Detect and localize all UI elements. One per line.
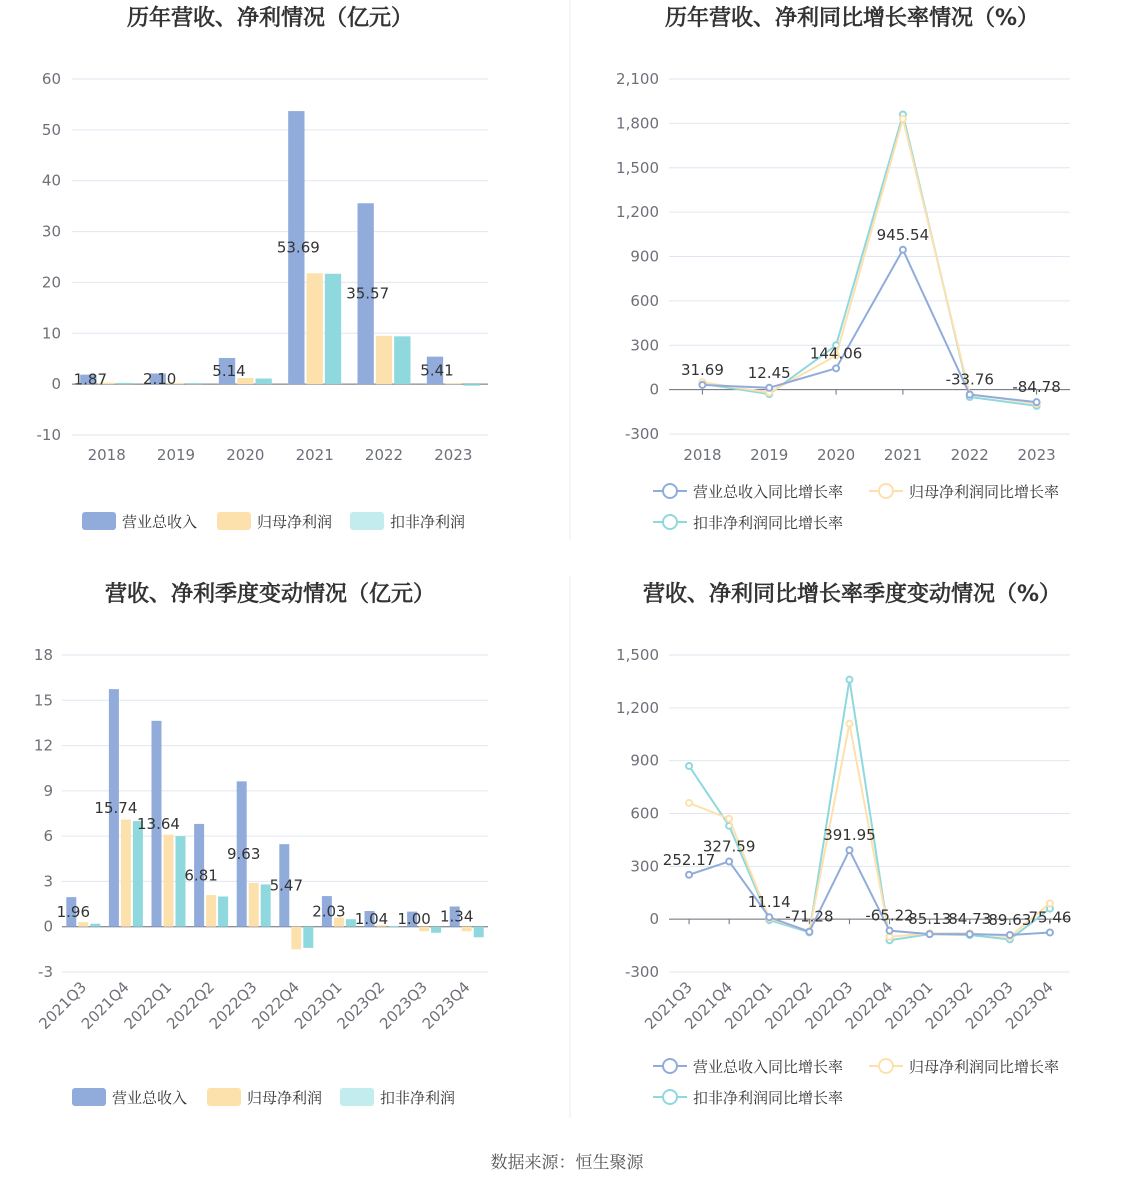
y-tick-label: 18	[33, 646, 53, 664]
bar-value-label: 13.64	[137, 814, 180, 833]
bar-netprofit	[445, 383, 461, 384]
line-point	[1007, 932, 1013, 938]
x-tick-label: 2021Q4	[77, 978, 133, 1033]
y-tick-label: 12	[33, 736, 53, 755]
line-point	[726, 816, 732, 822]
y-tick-label: 50	[41, 120, 61, 139]
x-tick-label: 2022	[364, 446, 404, 464]
chart-title: 营收、净利同比增长率季度变动情况（%）	[642, 582, 1062, 607]
y-tick-label: 1,800	[616, 114, 659, 133]
bar-deducted	[133, 821, 143, 927]
y-tick-label: 10	[41, 324, 61, 343]
bar-deducted	[325, 274, 341, 384]
bar-deducted	[303, 927, 313, 948]
x-tick-label: 2023Q4	[418, 978, 474, 1033]
bar-netprofit	[291, 927, 301, 950]
x-tick-label: 2022Q4	[248, 978, 304, 1033]
line-point	[766, 385, 772, 391]
x-tick-label: 2023Q1	[290, 978, 346, 1033]
x-tick-label: 2023Q1	[881, 978, 937, 1033]
x-tick-label: 2020	[816, 446, 856, 464]
legend-label: 归母净利润同比增长率	[909, 1058, 1060, 1076]
line-value-label: -33.76	[945, 370, 994, 389]
legend-label: 营业总收入同比增长率	[693, 483, 844, 501]
y-tick-label: 1,200	[616, 698, 659, 717]
y-tick-label: 6	[43, 827, 53, 846]
x-tick-label: 2021Q3	[641, 978, 696, 1033]
line-value-label: 84.73	[948, 910, 992, 929]
x-tick-label: 2018	[683, 446, 722, 464]
legend-marker	[663, 515, 677, 529]
bar-value-label: 2.03	[312, 902, 346, 921]
bar-deducted	[394, 336, 410, 384]
chart-title: 历年营收、净利情况（亿元）	[126, 6, 414, 31]
x-tick-label: 2023Q3	[961, 978, 1017, 1033]
bar-deducted	[474, 927, 484, 938]
x-tick-label: 2019	[156, 446, 196, 464]
x-tick-label: 2018	[87, 446, 126, 464]
source-note: 数据来源：恒生聚源	[490, 1153, 644, 1173]
bar-netprofit	[121, 820, 131, 927]
legend-label: 扣非净利润同比增长率	[693, 514, 844, 532]
x-tick-label: 2023	[434, 446, 473, 464]
bar-deducted	[464, 384, 480, 386]
bar-value-label: 15.74	[94, 798, 138, 817]
legend-swatch	[217, 512, 251, 530]
bar-value-label: 2.10	[142, 369, 177, 388]
y-tick-label: -10	[36, 426, 61, 444]
bar-value-label: 5.47	[269, 876, 304, 895]
y-tick-label: 300	[630, 857, 659, 876]
line-point	[726, 858, 732, 864]
y-tick-label: 0	[649, 380, 659, 399]
legend-swatch	[207, 1088, 241, 1106]
y-tick-label: 0	[51, 375, 61, 394]
x-tick-label: 2022Q2	[761, 978, 817, 1033]
line-point	[699, 382, 705, 388]
bar-netprofit	[78, 922, 88, 927]
y-tick-label: 1,200	[616, 203, 659, 222]
y-tick-label: -300	[624, 425, 659, 443]
line-point	[900, 116, 906, 122]
line-point	[686, 800, 692, 806]
y-tick-label: 900	[630, 247, 659, 266]
annual-revenue-profit-chart	[37, 5, 489, 531]
y-tick-label: 30	[41, 222, 61, 241]
line-point	[766, 914, 772, 920]
legend-swatch	[72, 1088, 106, 1106]
bar-deducted	[117, 383, 133, 384]
line-point	[846, 677, 852, 683]
y-tick-label: 1,500	[616, 646, 659, 664]
y-tick-label: 0	[649, 910, 659, 929]
bar-netprofit	[164, 835, 174, 927]
x-tick-label: 2022	[950, 446, 989, 464]
line-point	[846, 721, 852, 727]
x-tick-label: 2021	[883, 446, 923, 464]
bar-value-label: 35.57	[346, 284, 390, 303]
bar-value-label: 5.14	[212, 362, 246, 381]
line-value-label: -84.78	[1012, 378, 1061, 397]
line-point	[887, 928, 893, 934]
line-point	[686, 872, 692, 878]
line-point	[1034, 399, 1040, 405]
x-tick-label: 2022Q1	[721, 978, 777, 1033]
x-tick-label: 2022Q3	[205, 978, 261, 1033]
x-tick-label: 2023Q2	[333, 978, 389, 1033]
x-tick-label: 2023	[1017, 446, 1056, 464]
x-tick-label: 2022Q2	[163, 978, 218, 1033]
quarterly-growth-rate-chart	[616, 581, 1071, 1107]
line-value-label: 75.46	[1028, 908, 1072, 927]
chart-title: 历年营收、净利同比增长率情况（%）	[664, 6, 1040, 31]
bar-netprofit	[206, 895, 216, 927]
line-point	[967, 931, 973, 937]
line-value-label: -65.22	[865, 906, 914, 925]
x-tick-label: 2021Q3	[35, 978, 91, 1033]
legend-marker	[879, 484, 893, 498]
line-point	[1047, 929, 1053, 935]
y-tick-label: 20	[41, 273, 61, 292]
line-value-label: 85.13	[908, 910, 952, 929]
x-tick-label: 2022Q4	[841, 978, 897, 1033]
y-tick-label: 3	[43, 872, 53, 891]
line-netprofit	[702, 119, 1036, 404]
line-point	[887, 934, 893, 940]
bar-deducted	[431, 927, 441, 933]
bar-value-label: 53.69	[276, 238, 320, 257]
bar-deducted	[256, 379, 272, 385]
line-point	[833, 365, 839, 371]
bar-deducted	[218, 897, 228, 927]
legend-swatch	[350, 512, 384, 530]
y-tick-label: 40	[41, 171, 61, 190]
bar-deducted	[90, 924, 100, 927]
bar-value-label: 1.04	[354, 909, 389, 928]
legend-label: 营业总收入	[112, 1089, 188, 1107]
legend-swatch	[340, 1088, 374, 1106]
bar-value-label: 5.41	[420, 361, 454, 380]
x-tick-label: 2023Q2	[921, 978, 977, 1033]
y-tick-label: 600	[630, 291, 659, 310]
legend-label: 归母净利润	[257, 513, 333, 531]
line-point	[806, 929, 812, 935]
bar-netprofit	[462, 927, 472, 932]
line-value-label: 12.45	[747, 363, 791, 382]
legend-marker	[879, 1059, 893, 1073]
y-tick-label: 600	[630, 804, 659, 823]
x-tick-label: 2021	[295, 446, 334, 464]
line-value-label: 31.69	[680, 360, 724, 379]
line-value-label: 391.95	[823, 826, 876, 845]
line-deducted	[702, 115, 1036, 406]
line-value-label: 327.59	[702, 837, 756, 856]
x-tick-label: 2020	[226, 446, 265, 464]
line-value-label: -71.28	[785, 907, 834, 926]
legend-label: 归母净利润同比增长率	[909, 483, 1060, 501]
line-value-label: 252.17	[662, 850, 716, 869]
bar-netprofit	[249, 883, 259, 927]
line-value-label: 945.54	[876, 225, 930, 244]
bar-value-label: 1.34	[439, 907, 474, 926]
line-point	[900, 247, 906, 253]
legend-marker	[663, 484, 677, 498]
y-tick-label: -300	[624, 963, 659, 981]
line-point	[927, 931, 933, 937]
y-tick-label: 9	[43, 781, 53, 800]
chart-title: 营收、净利季度变动情况（亿元）	[104, 582, 436, 607]
x-tick-label: 2022Q1	[120, 978, 176, 1033]
legend-swatch	[82, 512, 116, 530]
x-tick-label: 2023Q4	[1001, 978, 1057, 1033]
bar-value-label: 1.87	[73, 370, 108, 389]
line-value-label: 89.63	[988, 910, 1032, 929]
legend-label: 营业总收入	[122, 513, 198, 531]
x-tick-label: 2022Q3	[801, 978, 857, 1033]
legend-label: 扣非净利润同比增长率	[693, 1089, 844, 1107]
legend-label: 扣非净利润	[390, 513, 466, 531]
line-point	[846, 847, 852, 853]
legend-label: 扣非净利润	[380, 1089, 456, 1107]
x-tick-label: 2023Q3	[376, 978, 431, 1033]
bar-netprofit	[376, 336, 392, 384]
line-point	[967, 392, 973, 398]
line-point	[686, 763, 692, 769]
bar-netprofit	[307, 273, 323, 384]
y-tick-label: 60	[41, 70, 61, 88]
y-tick-label: 300	[630, 336, 659, 355]
legend-marker	[663, 1059, 677, 1073]
x-tick-label: 2019	[750, 446, 789, 464]
line-value-label: 11.14	[747, 893, 791, 912]
legend-label: 归母净利润	[247, 1089, 323, 1107]
line-value-label: 144.06	[809, 344, 863, 363]
quarterly-revenue-profit-chart	[34, 581, 488, 1107]
annual-growth-rate-chart	[616, 5, 1070, 532]
y-tick-label: 2,100	[616, 70, 659, 88]
bar-value-label: 6.81	[184, 866, 218, 885]
y-tick-label: 0	[43, 917, 53, 936]
line-deducted	[689, 680, 1050, 941]
line-point	[1047, 900, 1053, 906]
bar-value-label: 9.63	[226, 845, 261, 864]
y-tick-label: -3	[38, 963, 53, 981]
legend-marker	[663, 1090, 677, 1104]
legend-label: 营业总收入同比增长率	[693, 1058, 844, 1076]
bar-value-label: 1.00	[397, 910, 431, 929]
y-tick-label: 900	[630, 751, 659, 770]
y-tick-label: 1,500	[616, 158, 659, 177]
x-tick-label: 2021Q4	[681, 978, 736, 1033]
y-tick-label: 15	[33, 691, 53, 710]
bar-deducted	[186, 383, 202, 384]
bar-value-label: 1.96	[56, 902, 91, 921]
